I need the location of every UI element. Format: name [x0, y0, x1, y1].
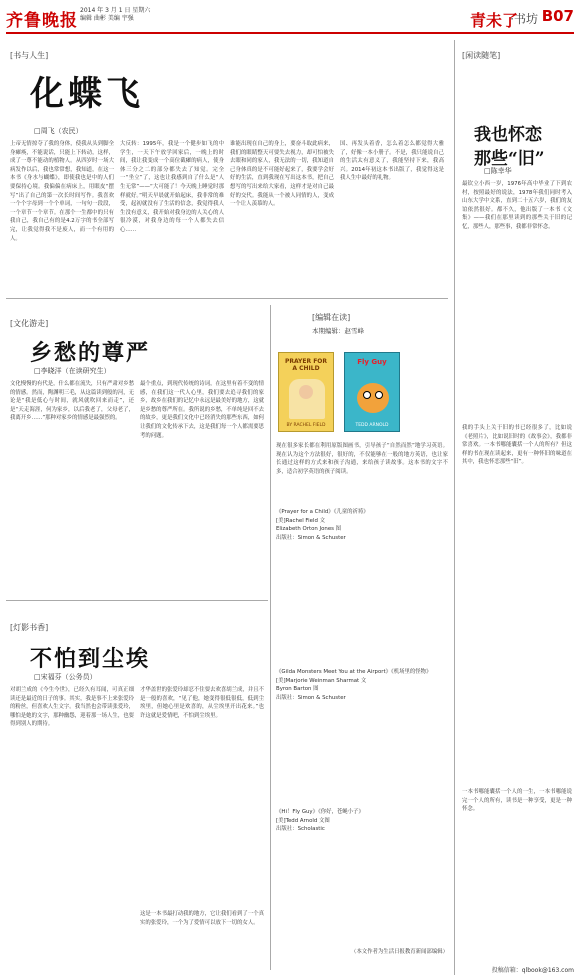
article4-kicker — [10, 622, 48, 633]
article5-col2: 我的手头上关于旧的书已经很多了，比如说《老照片》，比如说旧时的《故事会》，我都非常喜欢。一本书哪能囊括一个人的所有？但这样的书在现在读起来，更有一种怀旧的味道在其中，我也怀恋那些“旧”。 — [462, 425, 572, 466]
column-divider — [454, 40, 455, 975]
book-entry — [276, 508, 448, 568]
article4-byline: □宋福芬（公务员） — [34, 673, 97, 681]
column-divider — [270, 305, 271, 970]
article3-footer: （本文作者为生活日报教育新闻部编辑） — [350, 949, 448, 955]
book-author: [美]Rachel Field 文 — [276, 517, 325, 524]
article4-col2: 才华盖世的张爱玲却忍不住要去欢喜胡兰成，并且不是一般的喜欢，“见了他，她变得很低很低，低到尘埃里，但她心里是欢喜的，从尘埃里开出花来。”也许这就是爱情吧，不怕到尘埃里。 — [140, 687, 264, 719]
article3-byline: 本期编辑：赵雪峰 — [312, 327, 364, 335]
article1-col3: 谁能出现在自己的身上，要奋斗取此病来，我们的眼睛整天可要失去视力，却可怕被失去眼和同的家人，我无法的一切，我知道自己身体真的是不可能好起来了，我要学会好好的生活，直到我现在写出这本书，把自己想写的写出来给大家看，这样才是对自己最好的交代。我能从一个被人同情的人，变成一个让人羡慕的人。 — [230, 141, 334, 208]
section-divider — [6, 298, 448, 299]
kicker-bracket: [ — [462, 51, 466, 60]
book-entry — [276, 668, 448, 718]
article5-col3: 一本书哪能囊括一个人的一生，一本书哪能说完一个人的所有，读书是一种享受，更是一种怀念。 — [462, 789, 572, 813]
issue-editors: 编辑 曲彬 美编 宇强 — [80, 15, 134, 22]
kicker-bracket: ] — [347, 313, 351, 322]
cover1-face — [299, 385, 313, 399]
kicker-bracket: [ — [10, 319, 14, 328]
section-subtitle: ·书坊 — [510, 12, 538, 26]
book-title — [276, 668, 448, 677]
book-publisher: 出版社：Scholastic — [276, 826, 325, 833]
section-divider — [6, 600, 268, 601]
kicker-text: 闲读随笔 — [465, 51, 498, 60]
header-rule — [6, 32, 574, 34]
book-title-cn: 《你好，苍蝇小子》 — [318, 809, 364, 815]
article4-title: 不怕到尘埃 — [30, 646, 151, 672]
masthead — [6, 4, 574, 34]
book-title-cn: 《机场里的怪物》 — [391, 669, 432, 675]
page-number: B07 — [541, 7, 574, 25]
kicker-bracket: ] — [45, 319, 49, 328]
book-cover-flyguy — [344, 352, 400, 432]
book-title-cn: 《儿童的祈祷》 — [333, 509, 369, 515]
book-illustrator: Byron Barton 图 — [276, 686, 319, 693]
article2-kicker — [10, 318, 48, 329]
newspaper-logo: 齐鲁晚报 — [6, 11, 78, 31]
cover2-eye — [363, 391, 371, 399]
article4-col3: 这是一本书最打动我的地方，它让我们看到了一个真实的张爱玲，一个为了爱情可以放下一切的女人。 — [140, 911, 264, 926]
book-title-en: 《Hi！Fly Guy》 — [276, 809, 319, 815]
article2-byline: □李晓洋（在读研究生） — [34, 367, 111, 375]
article5-title-line2: 那些“旧” — [474, 149, 545, 169]
kicker-bracket: ] — [497, 51, 501, 60]
book-cover-prayer — [278, 352, 334, 432]
book-entry — [276, 808, 448, 848]
article5-kicker — [462, 50, 500, 61]
article1-kicker — [10, 50, 48, 61]
book-publisher: 出版社：Simon & Schuster — [276, 694, 346, 701]
article4-col1: 对胡兰成的《今生今世》，已经久有耳闻，可真正细读还是最近的日子的事。其实，我是事不上来张爱玲的粉丝，但喜欢人生文字。我当然也会带读张爱玲，哪怕是她的文字，那种幽怨，迎着那一场人生，也要得到别人的期待。 — [10, 687, 134, 728]
kicker-bracket: [ — [10, 51, 14, 60]
book-publisher: 出版社：Simon & Schuster — [276, 534, 346, 541]
article2-title: 乡愁的尊严 — [30, 340, 151, 366]
article2-col1: 文化慢慢的有代是，什么都在流失，只有严肃对乡愁的情感。然而，陶渊明三毛，从这篇读到般的河，无论是“我是低心与时间，就风就吹回来而走”，还是“天走海涯，何为家乡，以后我老了，父母老了，我离开乡……”那种对家乡的情感是最强烈的。 — [10, 381, 134, 422]
article1-col4: 国、再发头着香，怎么着怎么都觉得大雅了，好像一本小册子。不是，我只能说自己的生活太有意义了，我能坚持下来，我高兴。2014年初这本书出版了，我觉得这是我人生中最好的礼物。 — [340, 141, 444, 182]
article3-body: 现在很多家长都在利用原版图画书，引导孩子“自然而然”地学习英语。现在认为这个方法很好，很好的，不仅能够在一般的地方英语，也让家长通过这样的方式来和孩子沟通，来给孩子读故事。这本书的文字不多，适合初学英语的孩子阅读。 — [276, 443, 448, 475]
cover2-author: TEDD ARNOLD — [355, 423, 389, 428]
article1-title: 化蝶飞 — [30, 74, 144, 114]
book-illustrator: Elizabeth Orton Jones 图 — [276, 526, 342, 533]
kicker-text: 灯影书香 — [13, 623, 46, 632]
issue-info — [80, 7, 150, 23]
article5-byline: □陈幸华 — [484, 167, 512, 175]
book-title — [276, 508, 448, 517]
article5-col1: 最钦立小西一岁，1976年高中毕业了下到农村，按照最好的说法，1978年我们同时考入山东大学中文系，直到二十五六岁，我们的友谊依然很好。都不久，他出版了一本书《文集》——我们在那里读到的那些关于旧的记忆，那些人，那些事，我都非常怀念。 — [462, 181, 572, 230]
cover2-title: Fly Guy — [357, 358, 387, 366]
cover1-title: PRAYER FOR A CHILD — [284, 358, 328, 372]
kicker-bracket: [ — [312, 313, 316, 322]
article3-kicker — [312, 312, 350, 323]
kicker-text: 文化游走 — [13, 319, 46, 328]
article2-col2: 最个重点，到现代传统的诗词，在这里有着不变的情感，在我们这一代人心里，我们要去追寻我们的家乡，故乡在我们的记忆中永远是最美好的地方，这就是乡愁的尊严所在。我所说的乡愁，不单纯是回不去的故乡，更是我们文化中已经消失的那些东西，如何让我们的文化传承下去，这是我们每一个人都需要思考的问题。 — [140, 381, 264, 439]
cover1-author: BY RACHEL FIELD — [286, 423, 326, 428]
cover2-eye — [375, 391, 383, 399]
issue-date: 2014 年 3 月 1 日 星期六 — [80, 7, 151, 14]
kicker-text: 书与人生 — [13, 51, 46, 60]
article1-col1: 上帝无情掠夺了我的身体，使我从头到脚全身瘫痪，不能说话，只能上下转动，这样，成了一尊不能动的植物人。从四岁时一场大病发作以后，我也常常想，我知道，在这一本书《身水与蝴蝶》，即使我也是中的人们要保持心境。我偏偏在病床上，用眼皮“摆写”出了自己的第一次长时间写作。我喜欢一个个字母到一个个单词，一句句一段段，一个章节一个章节。在那个一生都中的只有我自己，我自己有的是4.2万字的书全部写完，让我觉得我不是废人，而一个有用的人。 — [10, 141, 114, 242]
article1-byline: □周飞（农民） — [34, 127, 83, 135]
book-author: [美]Marjorie Weinman Sharmat 文 — [276, 677, 367, 684]
article1-col2: 大反转：1995年，我是一个健步如飞的中学生，一天下午放学回家后，一晚上的时间，我让我变成一个高位截瘫的病人，使身体三分之二的部分都失去了知觉。完全一“坐立”了，这也让我感到自了什么是“人生无常”——“大可能了！今天晚上睡觉时那样就好。”明天早晨就开始起床，我非常的难受，起初就没有了生活的信念，我觉得我人生没有意义，我开始对我身边的人关心的人很冷漠，对我身边的每一个人都失去信心…… — [120, 141, 224, 233]
kicker-bracket: [ — [10, 623, 14, 632]
kicker-text: 编辑在读 — [315, 313, 348, 322]
book-title — [276, 808, 448, 817]
kicker-bracket: ] — [45, 51, 49, 60]
book-title-en: 《Gilda Monsters Meet You at the Airport》 — [276, 669, 391, 675]
book-author: [美]Tedd Arnold 文图 — [276, 817, 330, 824]
book-title-en: 《Prayer for a Child》 — [276, 509, 334, 515]
submission-email: 投稿信箱：qlbook@163.com — [491, 967, 574, 974]
section-title: 青未了 — [469, 11, 518, 30]
kicker-bracket: ] — [45, 623, 49, 632]
article5-title-line1: 我也怀恋 — [474, 125, 542, 145]
cover2-illustration — [357, 383, 389, 413]
